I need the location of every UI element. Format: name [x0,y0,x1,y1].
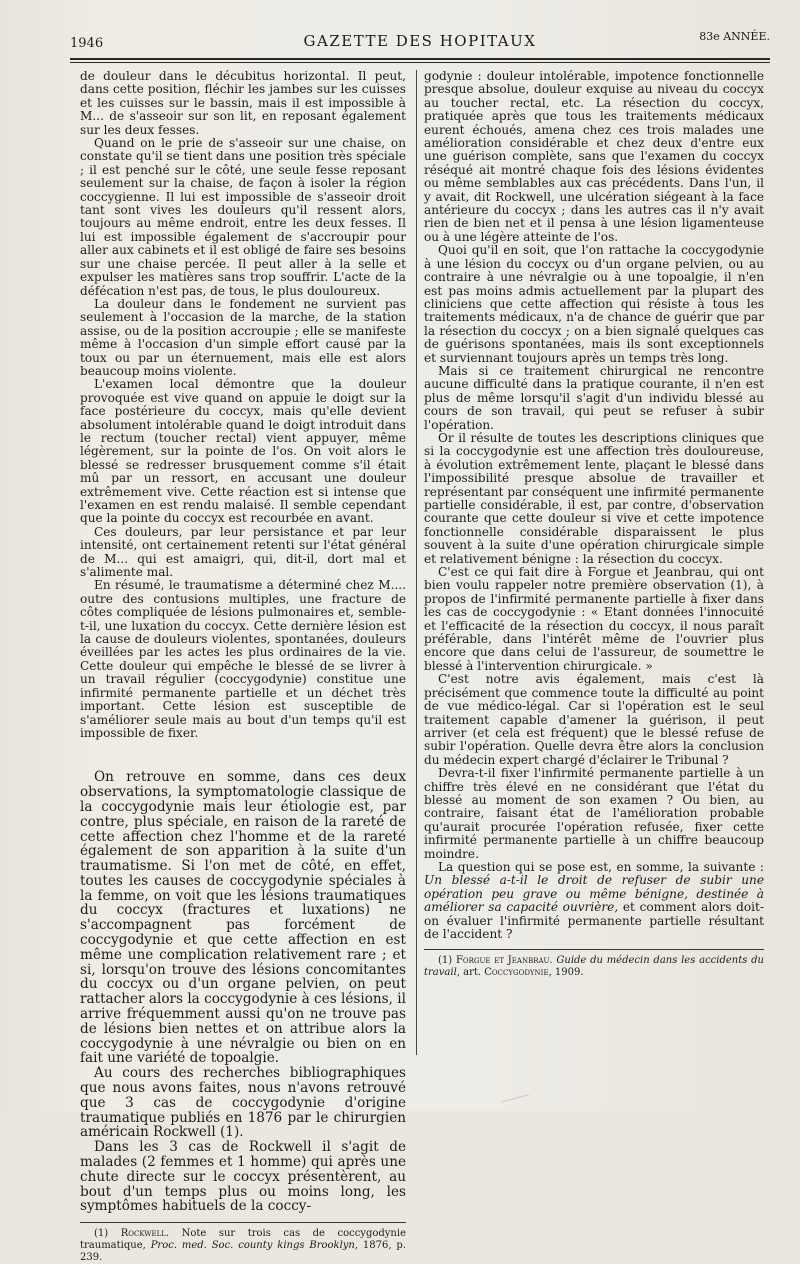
footnote-rule [424,949,764,950]
left-column [80,70,406,1264]
footnote-author: Rockwell [120,1228,166,1240]
footnote-tail: , art. [456,967,482,979]
paragraph: Quoi qu'il en soit, que l'on rattache la coccygodynie à une lésion du coccyx ou d'un organe pelvien, ou au contraire à une névralgie ou à une topoalgie, il n'en est pas moins admis actuellement par la plupart des cliniciens que cette affection qui résiste à tous les traitements médicaux, n'a de chance de guérir que par la résection du coccyx ; on a bien signalé quelques cas de guérisons spontanées, mais ils sont exceptionnels et surviennant toujours après un temps très long. [424,243,764,365]
paragraph: En résumé, le traumatisme a déterminé chez M.... outre des contusions multiples, une fracture de côtes compliquée de lésions pulmonaires et, semble-t-il, une luxation du coccyx. Cette dernière lésion est la cause de douleurs violentes, spontanées, douleurs éveillées par les actes les plus ordinaires de la vie. Cette douleur qui empêche le blessé de se livrer à un travail régulier (coccygodynie) constitue une infirmité permanente partielle et un déchet très important. Cette lésion est susceptible de s'améliorer seule mais au bout d'un temps qu'il est impossible de fixer. [80,578,406,740]
footnote-tail: , 1876, p. 239. [80,1240,406,1264]
paragraph: Quand on le prie de s'asseoir sur une chaise, on constate qu'il se tient dans une position très spéciale ; il est penché sur le côté, une seule fesse reposant seulement sur la chaise, de façon à isoler la région coccygienne. Il lui est impossible de s'asseoir droit tant sont vives les douleurs qu'il ressent alors, toujours au même endroit, entre les deux fesses. Il lui est impossible également de s'accroupir pour aller aux cabinets et il est obligé de faire ses besoins sur une chaise percée. Il peut aller à la selle et expulser les matières sans trop souffrir. L'acte de la défécation n'est pas, de tous, le plus douloureux. [80,136,406,298]
footnote: (1) Forgue et Jeanbrau. Guide du médecin dans les accidents du travail, art. Coccygodynie, 1909. [424,955,764,979]
footnote-text: . Note sur trois cas de coccygodynie traumatique, [80,1228,406,1252]
paragraph: La douleur dans le fondement ne survient pas seulement à l'occasion de la marche, de la station assise, ou de la position accroupie ; elle se manifeste même à l'occasion d'un simple effort causé par la toux ou par un éternuement, mais elle est alors beaucoup moins violente. [80,296,406,378]
paragraph: L'examen local démontre que la douleur provoquée est vive quand on appuie le doigt sur la face postérieure du coccyx, mais qu'elle devient absolument intolérable quand le doigt introduit dans le rectum (toucher rectal) vient appuyer, même légèrement, sur la pointe de l'os. On voit alors le blessé se redresser brusquement comme s'il était mû par un ressort, en accusant une douleur extrêmement vive. Cette réaction est si intense que l'examen en est rendu malaisé. Il semble cependant que la pointe du coccyx est recourbée en avant. [80,377,406,526]
footnote-article: Coccygodynie [484,967,549,979]
paragraph: godynie : douleur intolérable, impotence fonctionnelle presque absolue, douleur exquise au niveau du coccyx au toucher rectal, etc. La résection du coccyx, pratiquée après que tous les traitements médicaux eurent échoués, amena chez ces trois malades une amélioration considérable et chez deux d'entre eux une guérison complète, sans que l'examen du coccyx réséqué ait montré chaque fois des lésions évidentes ou même semblables aux cas précédents. Dans l'un, il y avait, dit Rockwell, une ulcération siégeant à la face antérieure du coccyx ; dans les autres cas il n'y avait rien de bien net et il pensa à une lésion ligamenteuse ou à une légère atteinte de l'os. [424,69,764,244]
footnote-source: Proc. med. Soc. county kings Brooklyn [150,1240,355,1252]
journal-title: GAZETTE DES HOPITAUX [303,32,537,50]
paragraph: On retrouve en somme, dans ces deux observations, la symptomatologie classique de la coccygodynie mais leur étiologie est, par contre, plus spéciale, en raison de la rareté de cette affection chez l'homme et de la rareté également de son apparition à la suite d'un traumatisme. Si l'on met de côté, en effet, toutes les causes de coccygodynie spéciales à la femme, on voit que les lésions traumatiques du coccyx (fractures et luxations) ne s'accompagnent pas forcément de coccygodynie et que cette affection en est même une complication relativement rare ; et si, lorsqu'on trouve des lésions concomitantes du coccyx ou d'un organe pelvien, on peut rattacher alors la coccygodynie à ces lésions, il arrive fréquemment aussi qu'on ne trouve pas de lésions bien nettes et on attribue alors la coccygodynie à une névralgie ou bien on en fait une variété de topoalgie. [80,769,406,1067]
page-header [70,30,770,52]
paragraph: Au cours des recherches bibliographiques que nous avons faites, nous n'avons retrouvé que 3 cas de coccygodynie d'origine traumatique publiés en 1876 par le chirurgien américain Rockwell (1). [80,1065,406,1141]
paragraph: Mais si ce traitement chirurgical ne rencontre aucune difficulté dans la pratique courante, il n'en est plus de même lorsqu'il s'agit d'un individu blessé au cours de son travail, qui peut se refuser à subir l'opération. [424,363,764,432]
paragraph: de douleur dans le décubitus horizontal. Il peut, dans cette position, fléchir les jambes sur les cuisses et les cuisses sur le bassin, mais il est impossible à M... de s'asseoir sur son lit, en reposant également sur les deux fesses. [80,69,406,137]
volume-year: 83e ANNÉE. [699,30,770,43]
ink-mark [499,1085,529,1103]
question-paragraph [424,861,764,941]
paragraph: Ces douleurs, par leur persistance et par leur intensité, ont certainement retenti sur l'état général de M... qui est amaigri, qui, dit-il, dort mal et s'alimente mal. [80,524,406,580]
footnote-number: (1) [94,1228,109,1240]
footnote-number: (1) [438,955,453,967]
paragraph: C'est notre avis également, mais c'est là précisément que commence toute la difficulté au point de vue médico-légal. Car si l'opération est le seul traitement capable d'amener la guérison, il peut arriver (et cela est fréquent) que le blessé refuse de subir l'opération. Quelle devra être alors la conclusion du médecin expert chargé d'éclairer le Tribunal ? [424,672,764,767]
header-rule-thick [70,58,770,60]
paragraph: Or il résulte de toutes les descriptions cliniques que si la coccygodynie est une affection très douloureuse, à évolution extrêmement lente, plaçant le blessé dans l'impossibilité presque absolue de travailler et représentant par conséquent une infirmité permanente partielle considérable, il est, par contre, d'observation courante que cette douleur si vive et cette impotence fonctionnelle considérable disparaissent le plus souvent à la suite d'une opération chirurgicale simple et relativement bénigne : la résection du coccyx. [424,430,764,566]
footnote [80,1228,406,1264]
footnote-year: , 1909. [548,967,584,979]
paragraph: C'est ce qui fait dire à Forgue et Jeanbrau, qui ont bien voulu rappeler notre première observation (1), à propos de l'infirmité permanente partielle à fixer dans les cas de coccygodynie : « Etant données l'innocuité et l'efficacité de la résection du coccyx, il nous paraît préférable, dans l'intérêt même de l'ouvrier plus encore que dans celui de l'assureur, de soumettre le blessé à l'intervention chirurgicale. » [424,565,764,673]
footnote-rule [80,1222,406,1223]
question-lead: La question qui se pose est, en somme, la suivante : [438,859,764,874]
section-gap [80,740,406,770]
paragraph: Dans les 3 cas de Rockwell il s'agit de malades (2 femmes et 1 homme) qui après une chute directe sur le coccyx présentèrent, au bout d'un temps plus ou moins long, les symptômes habituels de la coccy- [80,1139,406,1215]
right-column [424,70,764,979]
page-number: 1946 [70,36,104,51]
column-divider [416,70,417,1055]
footnote-authors: Forgue et Jeanbrau [455,955,550,967]
header-rule-thin [70,62,770,63]
question-italic: Un blessé a-t-il le droit de refuser de subir une opération peu grave ou même bénigne, destinée à améliorer sa capacité ouvrière, [424,873,764,915]
footnote-title: Guide du médecin dans les accidents du travail [424,955,764,979]
question-tail: et comment alors doit-on évaluer l'infirmité permanente partielle résultant de l'accident ? [424,900,764,941]
paragraph: Devra-t-il fixer l'infirmité permanente partielle à un chiffre très élevé en ne considérant que l'état du blessé au moment de son examen ? Ou bien, au contraire, faisant état de l'amélioration probable qu'aurait procurée l'opération refusée, fixer cette infirmité permanente partielle à un chiffre beaucoup moindre. [424,766,764,861]
